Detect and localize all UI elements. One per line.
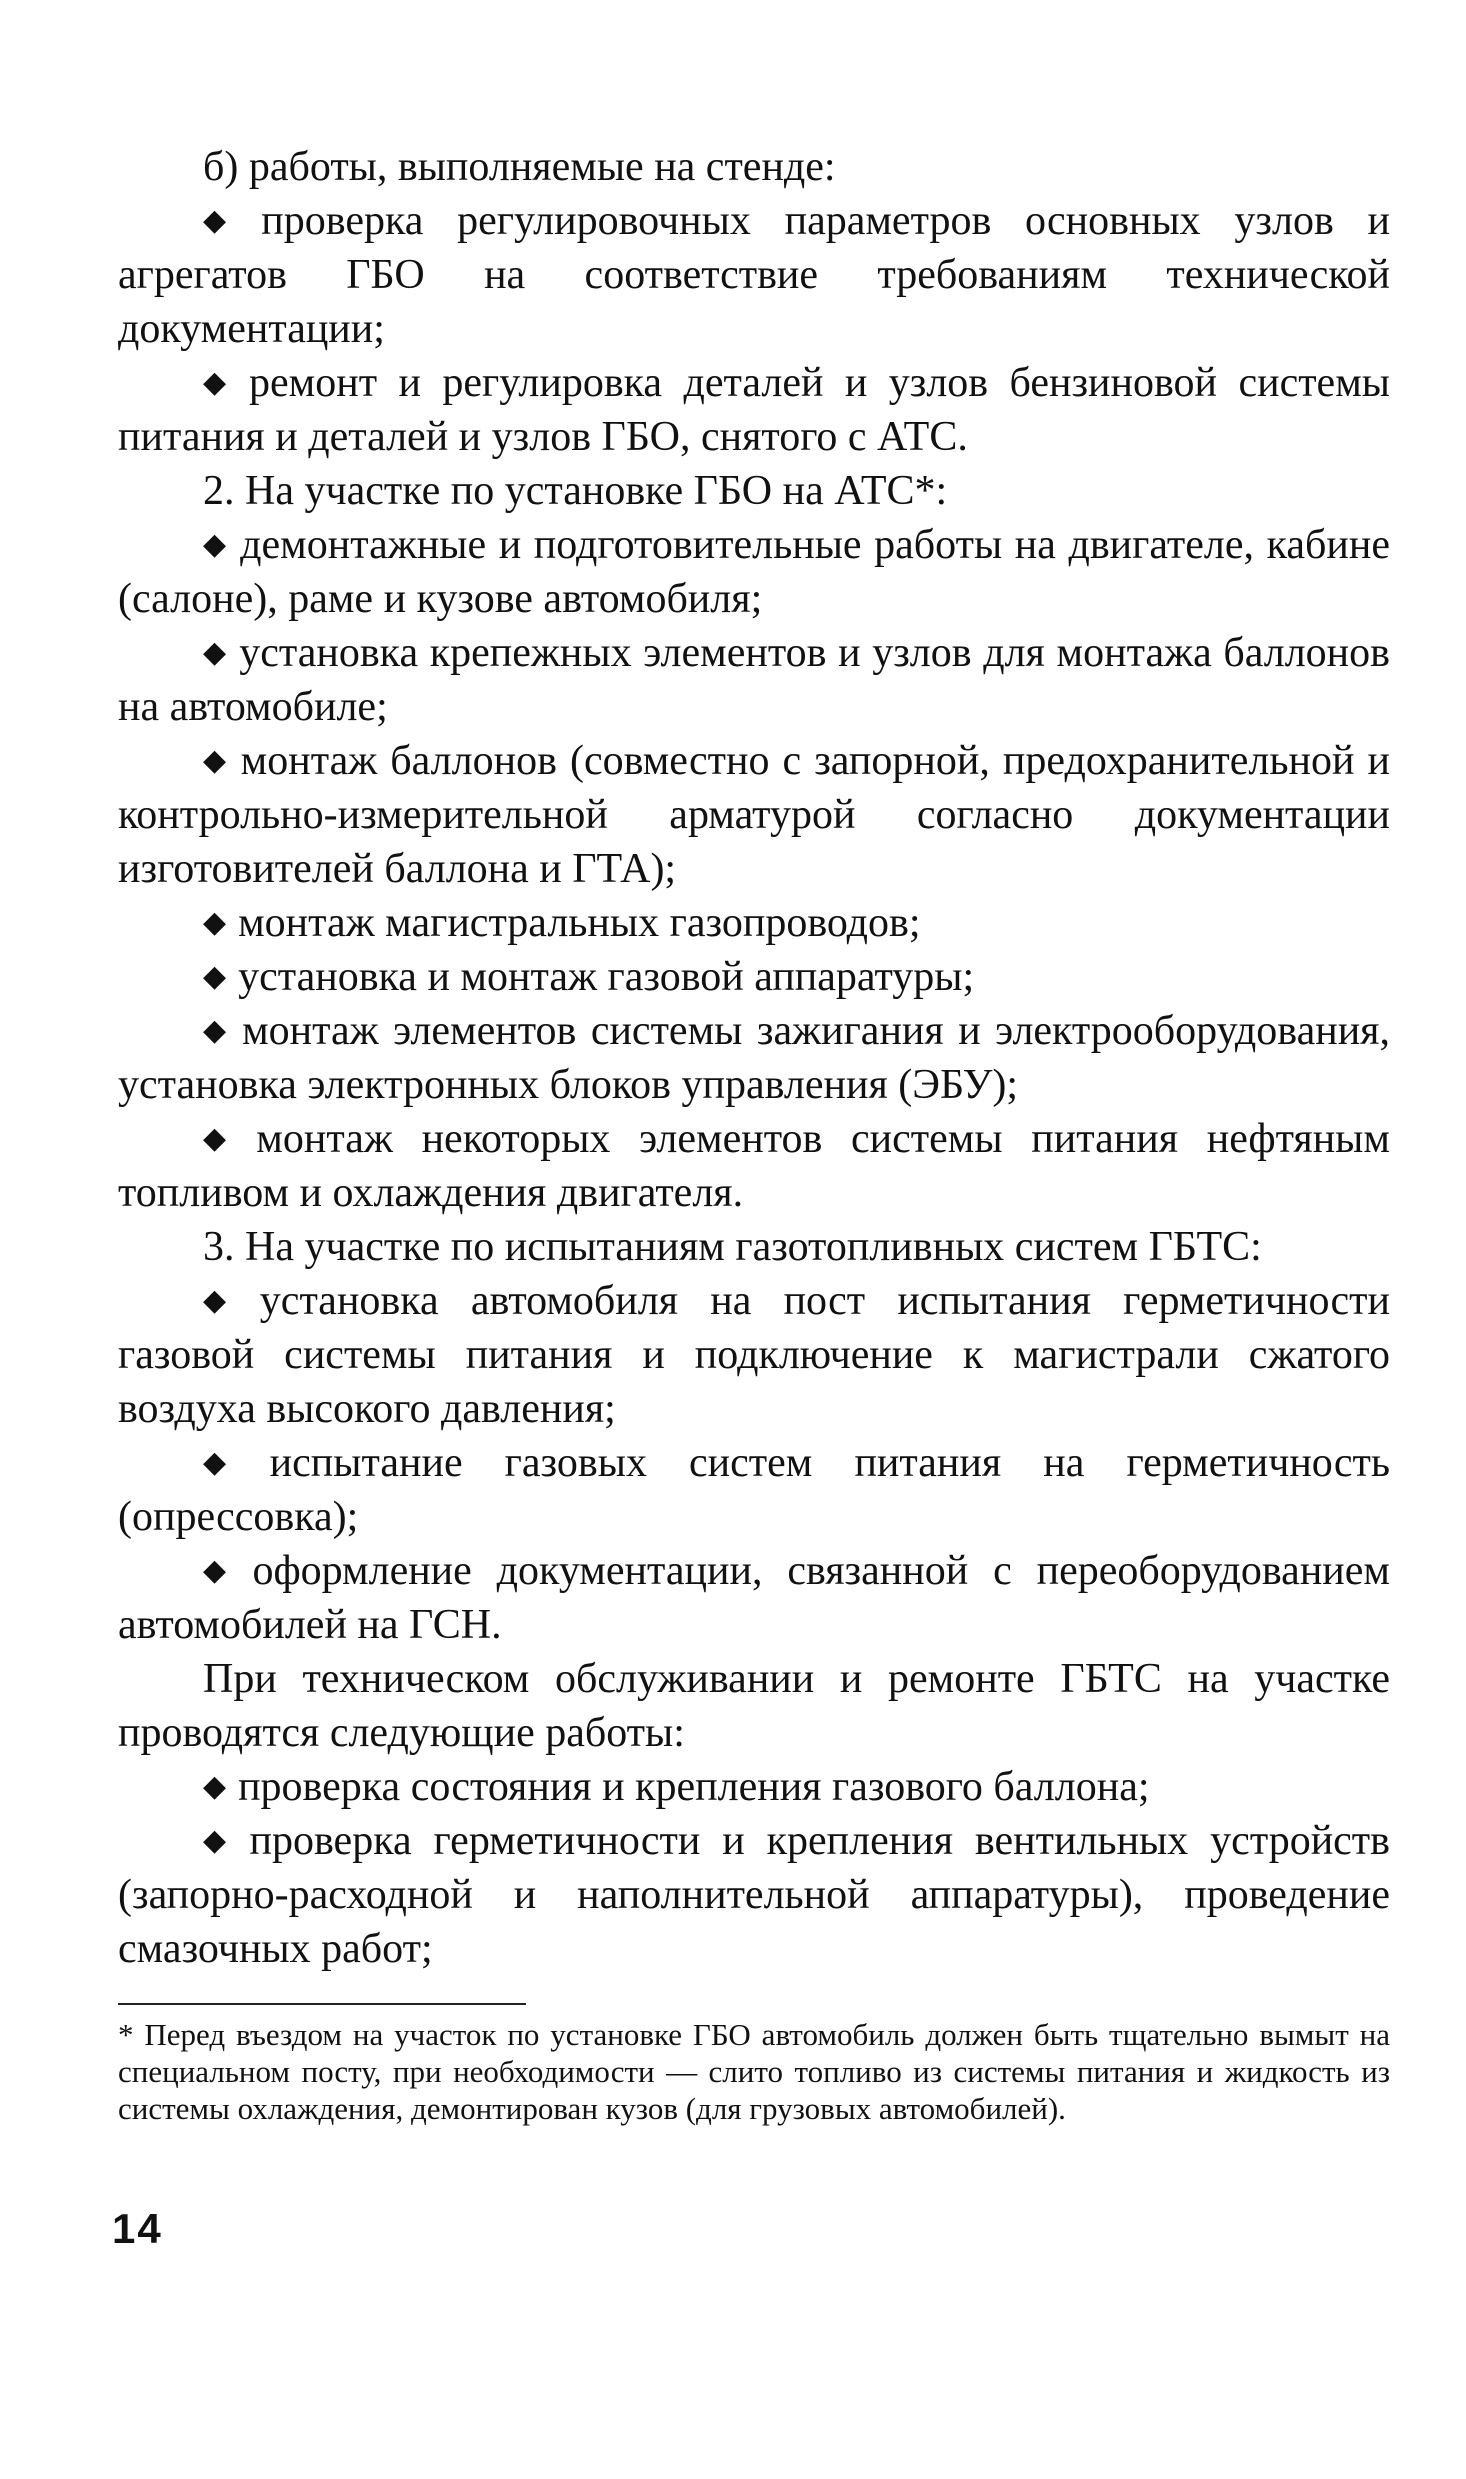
paragraph-text: проверка регулировочных параметров основных узлов и агрегатов ГБО на соответствие требованиям технической документации; — [118, 198, 1390, 352]
paragraph — [118, 1220, 1390, 1274]
bullet-item — [118, 1112, 1390, 1220]
bullet-item — [118, 1760, 1390, 1814]
footnote-separator — [118, 2003, 526, 2005]
paragraph-text: монтаж магистральных газопроводов; — [238, 900, 921, 946]
bullet-item — [118, 1004, 1390, 1112]
body-text — [118, 140, 1390, 1976]
bullet-item — [118, 950, 1390, 1004]
bullet-diamond-icon: ◆ — [203, 366, 237, 399]
paragraph-text: установка и монтаж газовой аппаратуры; — [238, 954, 975, 1000]
paragraph-text: проверка состояния и крепления газового баллона; — [238, 1764, 1150, 1810]
bullet-item — [118, 1436, 1390, 1544]
paragraph-text: оформление документации, связанной с переоборудованием автомобилей на ГСН. — [118, 1548, 1390, 1648]
bullet-diamond-icon: ◆ — [203, 528, 229, 561]
bullet-diamond-icon: ◆ — [203, 744, 229, 777]
footnote: * Перед въездом на участок по установке ГБО автомобиль должен быть тщательно вымыт на специальном посту, при необходимости — слито топливо из системы питания и жидкость из системы охлаждения, демонтирован кузов (для грузовых автомобилей). — [118, 2017, 1390, 2126]
bullet-item — [118, 734, 1390, 896]
bullet-item — [118, 1814, 1390, 1976]
page-number: 14 — [112, 2205, 163, 2252]
bullet-diamond-icon: ◆ — [203, 906, 227, 939]
bullet-diamond-icon: ◆ — [203, 1284, 248, 1317]
bullet-diamond-icon: ◆ — [203, 1122, 245, 1155]
bullet-diamond-icon: ◆ — [203, 1014, 231, 1047]
bullet-item — [118, 194, 1390, 356]
bullet-diamond-icon: ◆ — [203, 1446, 258, 1479]
paragraph-text: монтаж элементов системы зажигания и электрооборудования, установка электронных блоков управления (ЭБУ); — [118, 1008, 1390, 1108]
bullet-item — [118, 356, 1390, 464]
paragraph-text: 3. На участке по испытаниям газотопливных систем ГБТС: — [203, 1224, 1262, 1270]
paragraph-text: 2. На участке по установке ГБО на АТС*: — [203, 468, 948, 514]
paragraph-text: испытание газовых систем питания на герметичность (опрессовка); — [118, 1440, 1391, 1540]
bullet-diamond-icon: ◆ — [203, 204, 250, 237]
bullet-diamond-icon: ◆ — [203, 1554, 241, 1587]
bullet-item — [118, 1274, 1390, 1436]
bullet-diamond-icon: ◆ — [203, 1770, 227, 1803]
paragraph-text: установка автомобиля на пост испытания герметичности газовой системы питания и подключение к магистрали сжатого воздуха высокого давления; — [118, 1278, 1390, 1432]
paragraph — [118, 1652, 1390, 1760]
bullet-diamond-icon: ◆ — [203, 960, 227, 993]
paragraph-text: монтаж баллонов (совместно с запорной, предохранительной и контрольно-измерительной арматурой согласно документации изготовителей баллона и ГТА); — [118, 738, 1390, 892]
paragraph — [118, 140, 1390, 194]
bullet-item — [118, 1544, 1390, 1652]
paragraph-text: демонтажные и подготовительные работы на двигателе, кабине (салоне), раме и кузове автомобиля; — [118, 522, 1390, 622]
bullet-item — [118, 518, 1390, 626]
paragraph — [118, 464, 1390, 518]
paragraph-text: установка крепежных элементов и узлов для монтажа баллонов на автомобиле; — [118, 630, 1390, 730]
paragraph-text: монтаж некоторых элементов системы питания нефтяным топливом и охлаждения двигателя. — [118, 1116, 1390, 1216]
bullet-item — [118, 896, 1390, 950]
paragraph-text: б) работы, выполняемые на стенде: — [203, 144, 836, 190]
paragraph-text: При техническом обслуживании и ремонте ГБТС на участке проводятся следующие работы: — [118, 1656, 1390, 1756]
paragraph-text: проверка герметичности и крепления вентильных устройств (запорно-расходной и наполнительной аппаратуры), проведение смазочных работ; — [118, 1818, 1390, 1972]
paragraph-text: ремонт и регулировка деталей и узлов бензиновой системы питания и деталей и узлов ГБО, снятого с АТС. — [118, 360, 1390, 460]
bullet-diamond-icon: ◆ — [203, 1824, 238, 1857]
bullet-diamond-icon: ◆ — [203, 636, 228, 669]
bullet-item — [118, 626, 1390, 734]
